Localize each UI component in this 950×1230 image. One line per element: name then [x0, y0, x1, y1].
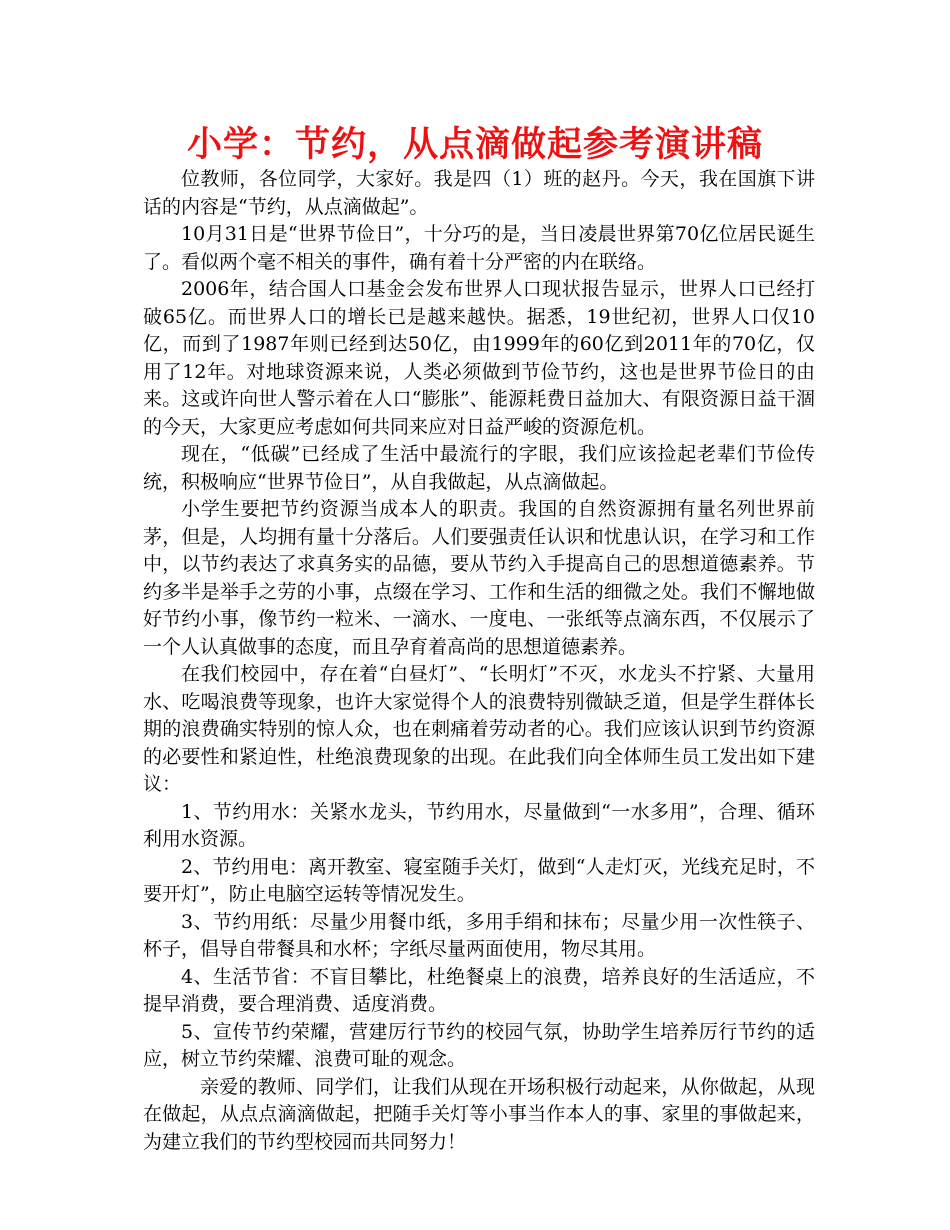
paragraph: 亲爱的教师、同学们，让我们从现在开场积极行动起来，从你做起，从现在做起，从点点滴滴做起，把随手关灯等小事当作本人的事、家里的事做起来，为建立我们的节约型校园而共同努力！	[143, 1075, 815, 1153]
paragraph: 小学生要把节约资源当成本人的职责。我国的自然资源拥有量名列世界前茅，但是，人均拥有量十分落后。人们要强责任认识和忧患认识，在学习和工作中，以节约表达了求真务实的品德，要从节约入手提高自己的思想道德素养。节约多半是举手之劳的小事，点缀在学习、工作和生活的细微之处。我们不懈地做好节约小事，像节约一粒米、一滴水、一度电、一张纸等点滴东西，不仅展示了一个人认真做事的态度，而且孕育着高尚的思想道德素养。	[143, 498, 815, 658]
document-title: 小学：节约，从点滴做起参考演讲稿	[186, 125, 763, 165]
paragraph: 位教师，各位同学，大家好。我是四（1）班的赵丹。今天，我在国旗下讲话的内容是“节约，从点滴做起”。	[143, 168, 815, 218]
document-body	[143, 166, 815, 1156]
paragraph: 1、节约用水：关紧水龙头，节约用水，尽量做到“一水多用”，合理、循环利用水资源。	[143, 800, 815, 850]
paragraph: 在我们校园中，存在着“白昼灯”、“长明灯”不灭，水龙头不拧紧、大量用水、吃喝浪费等现象，也许大家觉得个人的浪费特别微缺乏道，但是学生群体长期的浪费确实特别的惊人众，也在刺痛着劳动者的心。我们应该认识到节约资源的必要性和紧迫性，杜绝浪费现象的出现。在此我们向全体师生员工发出如下建议：	[143, 663, 815, 795]
paragraph: 5、宣传节约荣耀，营建厉行节约的校园气氛，协助学生培养厉行节约的适应，树立节约荣耀、浪费可耻的观念。	[143, 1020, 815, 1070]
paragraph: 3、节约用纸：尽量少用餐巾纸，多用手绢和抹布；尽量少用一次性筷子、杯子，倡导自带餐具和水杯；字纸尽量两面使用，物尽其用。	[143, 910, 815, 960]
paragraph: 4、生活节省：不盲目攀比，杜绝餐桌上的浪费，培养良好的生活适应，不提早消费，要合理消费、适度消费。	[143, 965, 815, 1015]
paragraph: 2、节约用电：离开教室、寝室随手关灯，做到“人走灯灭，光线充足时，不要开灯”，防止电脑空运转等情况发生。	[143, 855, 815, 905]
paragraph: 2006年，结合国人口基金会发布世界人口现状报告显示，世界人口已经打破65亿。而世界人口的增长已是越来越快。据悉，19世纪初，世界人口仅10亿，而到了1987年则已经到达50亿，由1999年的60亿到2011年的70亿，仅用了12年。对地球资源来说，人类必须做到节俭节约，这也是世界节俭日的由来。这或许向世人警示着在人口“膨胀”、能源耗费日益加大、有限资源日益干涸的今天，大家更应考虑如何共同来应对日益严峻的资源危机。	[143, 278, 815, 438]
paragraph: 10月31日是“世界节俭日”，十分巧的是，当日凌晨世界第70亿位居民诞生了。看似两个毫不相关的事件，确有着十分严密的内在联络。	[143, 223, 815, 273]
paragraph: 现在，“低碳”已经成了生活中最流行的字眼，我们应该捡起老辈们节俭传统，积极响应“世界节俭日”，从自我做起，从点滴做起。	[143, 443, 815, 493]
